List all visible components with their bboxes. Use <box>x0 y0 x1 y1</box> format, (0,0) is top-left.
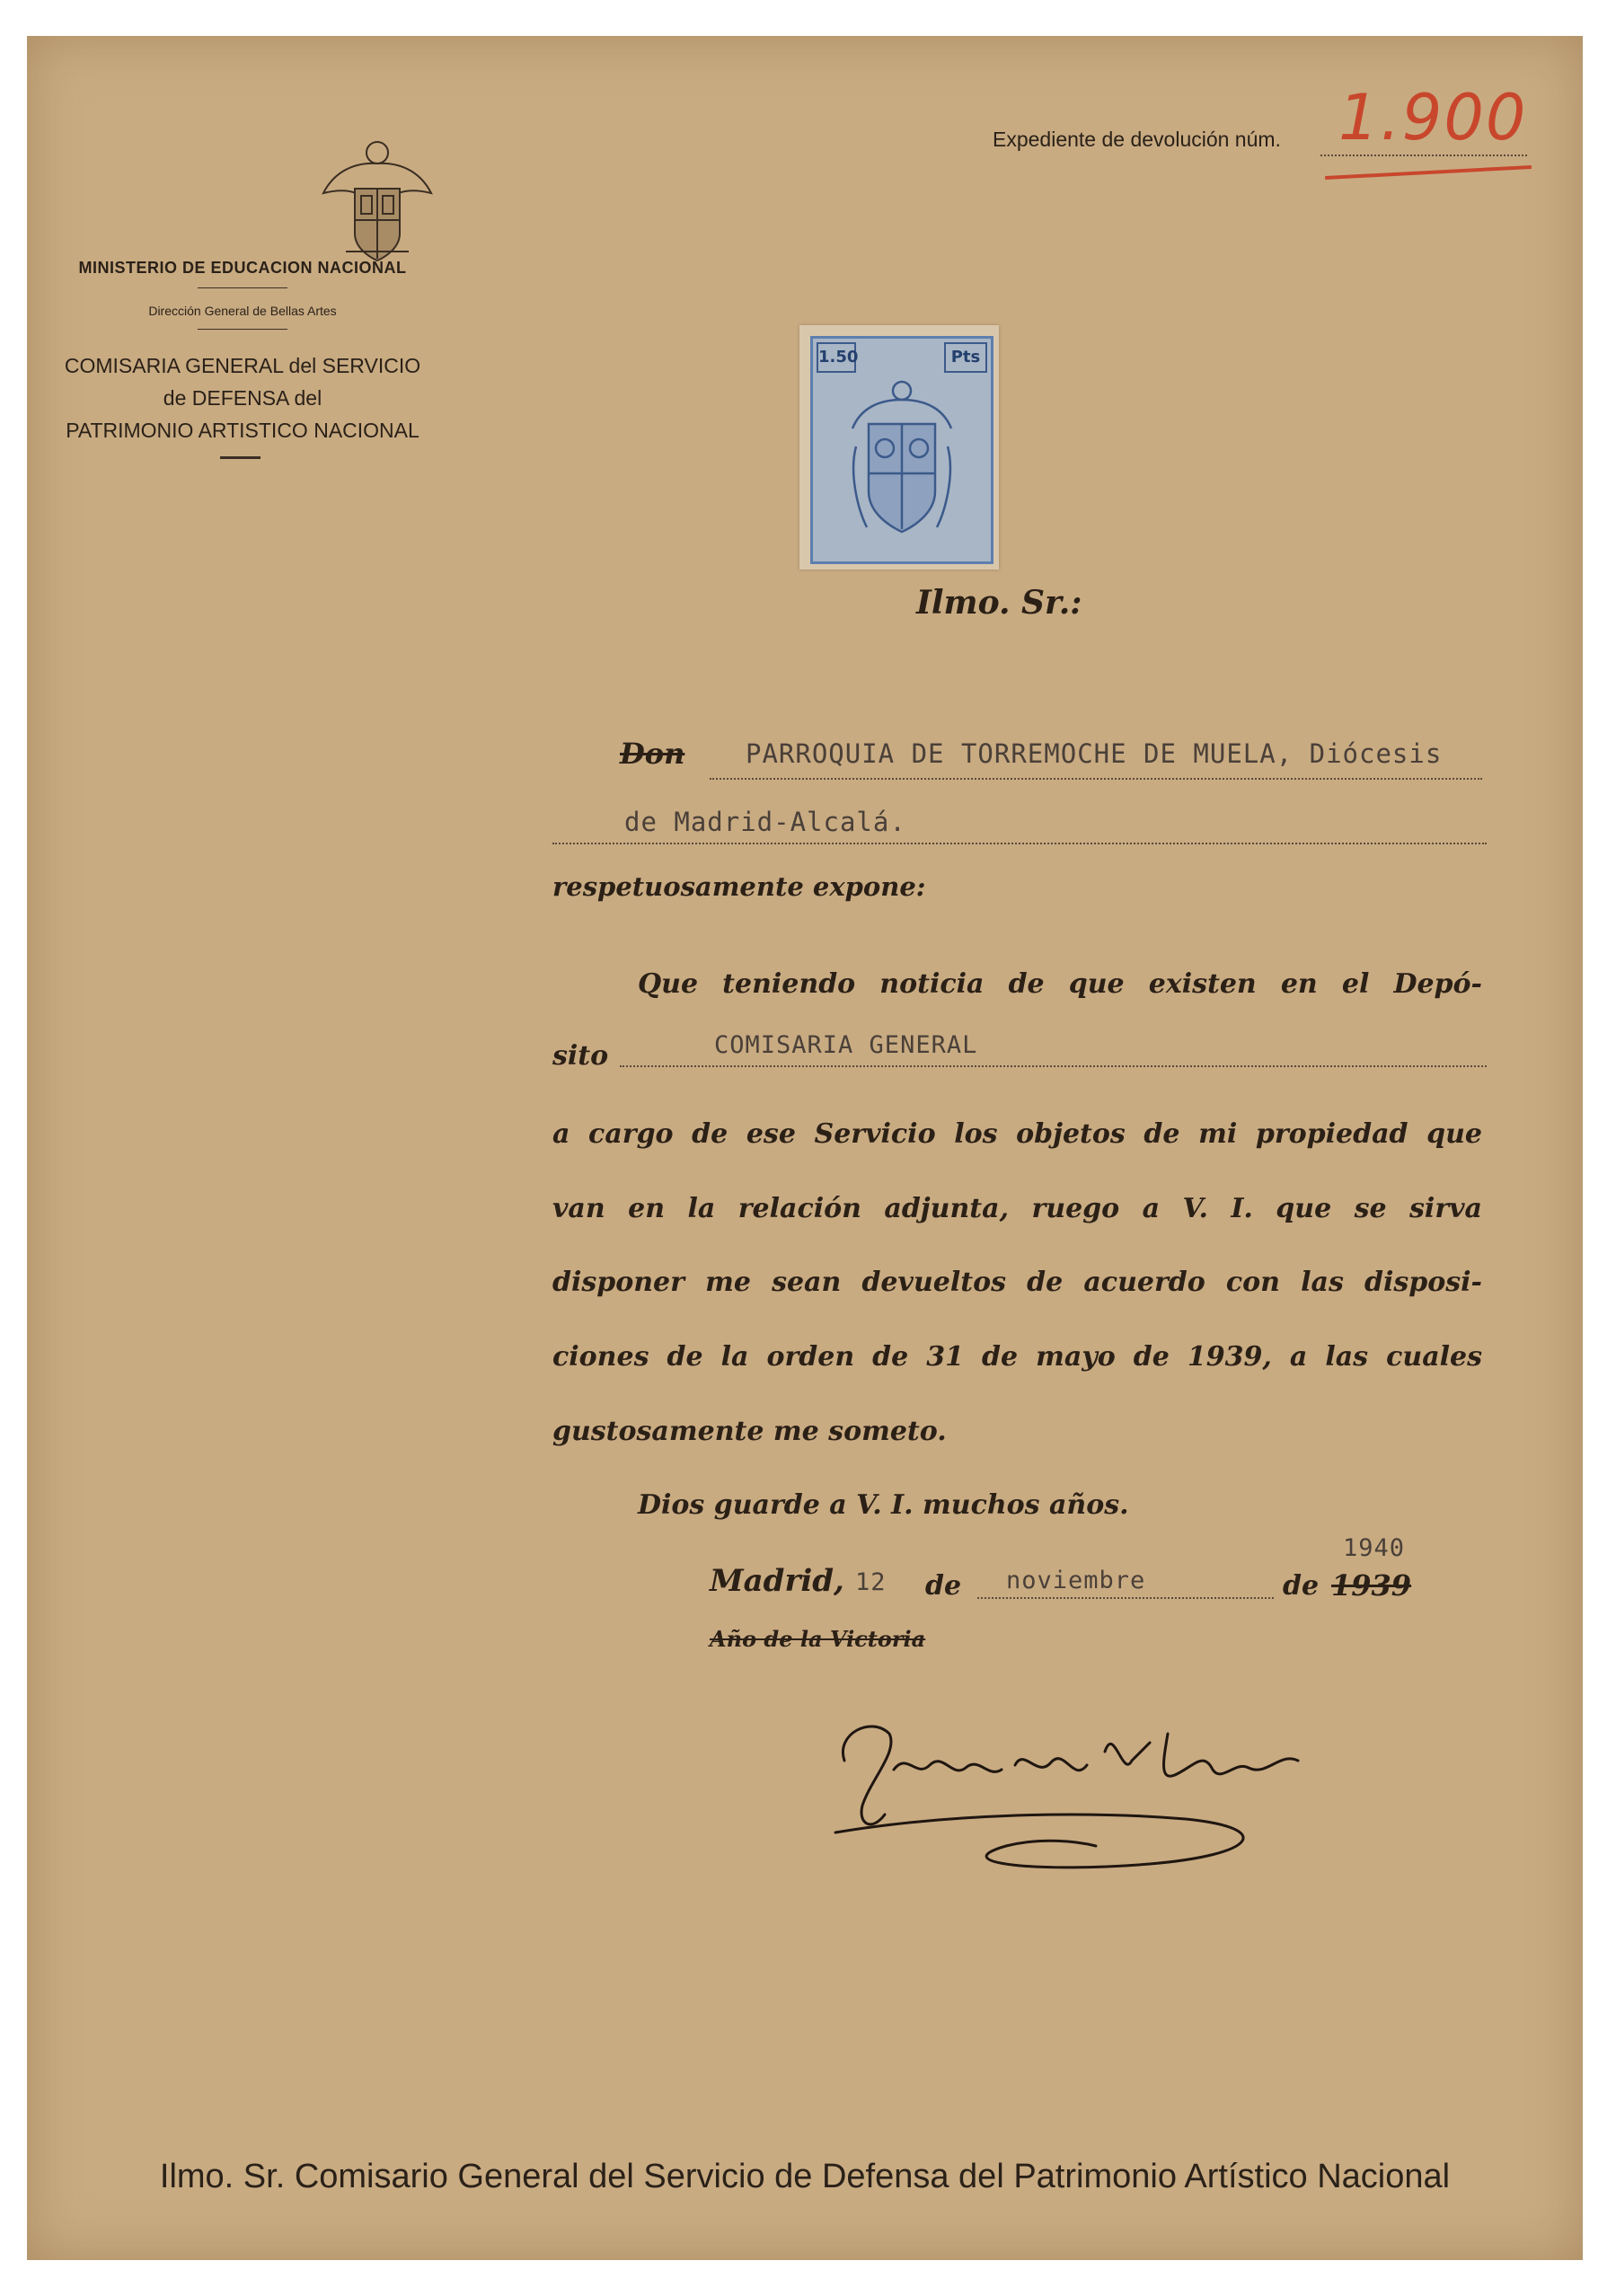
red-underline <box>1325 165 1532 180</box>
applicant-dotline-2 <box>552 843 1487 844</box>
file-number-label: Expediente de devolución núm. <box>993 128 1281 151</box>
body-line-5: disponer me sean devueltos de acuerdo con las disposi- <box>552 1267 1482 1298</box>
stamp-frame <box>810 336 993 564</box>
signature-icon <box>808 1698 1347 1886</box>
file-number-handwritten: 1.900 <box>1338 81 1528 155</box>
printed-year-struck: 1939 <box>1331 1568 1412 1603</box>
date-day: 12 <box>855 1568 887 1596</box>
applicant-name-line-1: PARROQUIA DE TORREMOCHE DE MUELA, Diócesis <box>746 738 1443 769</box>
stamp-value: 1.50 <box>817 342 856 373</box>
file-number-dotline <box>1320 155 1527 156</box>
addressee-footer: Ilmo. Sr. Comisario General del Servicio de Defensa del Patrimonio Artístico Nacional <box>159 2158 1451 2195</box>
date-place: Madrid, <box>710 1563 844 1599</box>
applicant-title-struck: Don <box>620 737 685 771</box>
commissariat-line-3: PATRIMONIO ARTISTICO NACIONAL <box>66 419 419 442</box>
body-line-1: Que teniendo noticia de que existen en el Depó- <box>638 968 1482 1000</box>
typed-year: 1940 <box>1343 1534 1406 1562</box>
fiscal-stamp <box>799 325 999 570</box>
body-line-6: ciones de la orden de 31 de mayo de 1939, a las cuales <box>552 1341 1482 1373</box>
stamp-coat-of-arms-icon <box>849 375 955 545</box>
salutation: Ilmo. Sr.: <box>916 584 1082 622</box>
date-de-1: de <box>925 1570 962 1602</box>
commissariat-line-1: COMISARIA GENERAL del SERVICIO <box>64 354 421 377</box>
victory-year-struck: Año de la Victoria <box>710 1626 926 1652</box>
deposit-dotline <box>620 1065 1487 1067</box>
applicant-name-line-2: de Madrid-Alcalá. <box>624 807 906 837</box>
document-sheet <box>27 36 1583 2260</box>
divider <box>198 329 287 330</box>
coat-of-arms-icon <box>314 126 440 269</box>
commissariat-line-2: de DEFENSA del <box>163 386 322 410</box>
stamp-currency: Pts <box>944 342 987 373</box>
direction-name: Dirección General de Bellas Artes <box>148 304 337 318</box>
month-dotline <box>977 1597 1274 1599</box>
body-line-3: a cargo de ese Servicio los objetos de mi propiedad que <box>552 1118 1482 1150</box>
date-de-2: de <box>1283 1570 1320 1602</box>
ministry-name: MINISTERIO DE EDUCACION NACIONAL <box>78 259 407 277</box>
date-month: noviembre <box>1006 1567 1146 1594</box>
body-line-2-prefix: sito <box>552 1040 609 1072</box>
closing-line: Dios guarde a V. I. muchos años. <box>638 1489 1129 1521</box>
deposit-name: COMISARIA GENERAL <box>714 1031 978 1059</box>
body-line-7: gustosamente me someto. <box>552 1416 947 1447</box>
divider <box>198 287 287 288</box>
expone-line: respetuosamente expone: <box>552 871 926 902</box>
body-line-4: van en la relación adjunta, ruego a V. I. que se sirva <box>552 1193 1482 1224</box>
divider <box>220 456 261 459</box>
applicant-dotline-1 <box>710 778 1482 780</box>
